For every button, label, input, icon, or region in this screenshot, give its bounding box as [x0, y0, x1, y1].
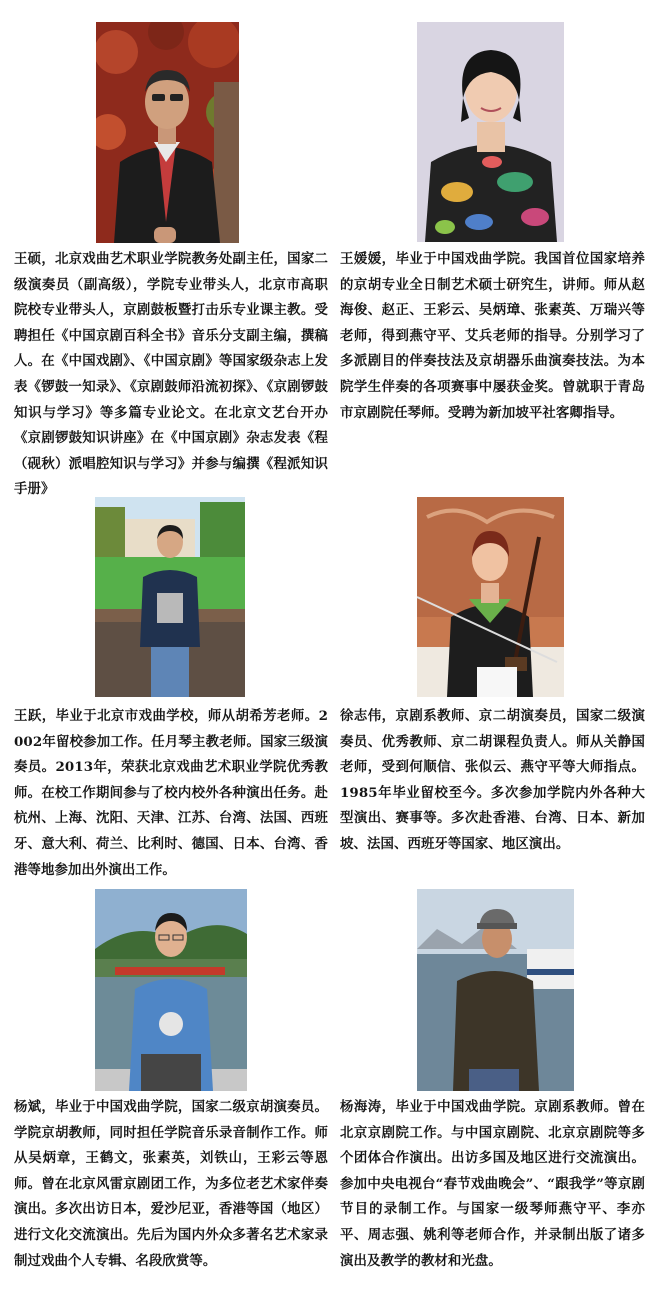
portrait-woman-bird-print-sweater-icon [417, 22, 564, 242]
profile-bio-6: 杨海涛，毕业于中国戏曲学院。京剧系教师。曾在北京京剧院工作。与中国京剧院、北京京剧院等多个团体合作演出。出访多国及地区进行交流演出。参加中央电视台“春节戏曲晚会”、“跟我学”等京剧节目的录制工作。与国家一级琴师燕守平、李亦平、周志强、姚利等老师合作，并录制出版了诸多演出及教学的教材和光盘。 [340, 1099, 645, 1269]
profile-photo-4 [417, 497, 564, 697]
profile-bio-1: 王硕，北京戏曲艺术职业学院教务处副主任，国家二级演奏员（副高级），学院专业带头人，北京市高职院校专业带头人，京剧鼓板暨打击乐专业课主教。受聘担任《中国京剧百科全书》音乐分支副主编，撰稿人。在《中国戏剧》、《中国京剧》等国家级杂志上发表《锣鼓一知录》、《京剧鼓师沿流初探》、《京剧锣鼓知识与学习》等多篇专业论文。在北京文艺台开办《京剧锣鼓知识讲座》在《中国京剧》杂志发表《程（砚秋）派唱腔知识与学习》并参与编撰《程派知识手册》 [14, 251, 328, 498]
profile-photo-3 [95, 497, 245, 697]
portrait-man-by-harbor-icon [417, 889, 574, 1091]
portrait-woman-playing-jinghu-icon [417, 497, 564, 697]
profile-photo-2 [417, 22, 564, 242]
portrait-man-on-lawn-icon [95, 497, 245, 697]
profile-photo-5 [95, 889, 247, 1091]
profile-photo-1 [96, 22, 239, 243]
profile-bio-2: 王媛媛，毕业于中国戏曲学院。我国首位国家培养的京胡专业全日制艺术硕士研究生，讲师。师从赵海俊、赵正、王彩云、吴炳璋、张素英、万瑞兴等老师，得到燕守平、艾兵老师的指导。分别学习了多派剧目的伴奏技法及京胡器乐曲演奏技法。为本院学生伴奏的各项赛事中屡获金奖。曾就职于青岛市京剧院任琴师。受聘为新加坡平社客卿指导。 [340, 251, 645, 421]
portrait-man-leather-jacket-icon [96, 22, 239, 243]
profile-photo-6 [417, 889, 574, 1091]
profile-bio-5: 杨斌，毕业于中国戏曲学院，国家二级京胡演奏员。学院京胡教师，同时担任学院音乐录音制作工作。师从吴炳章，王鹤文，张素英，刘铁山，王彩云等恩师。曾在北京风雷京剧团工作，为多位老艺术家伴奏演出。多次出访日本，爱沙尼亚，香港等国（地区）进行文化交流演出。先后为国内外众多著名艺术家录制过戏曲个人专辑、名段欣赏等。 [14, 1099, 328, 1269]
profile-bio-3: 王跃，毕业于北京市戏曲学校，师从胡希芳老师。2002年留校参加工作。任月琴主教老师。国家三级演奏员。2013年，荣获北京戏曲艺术职业学院优秀教师。在校工作期间参与了校内校外各种演出任务。赴杭州、上海、沈阳、天津、江苏、台湾、法国、西班牙、意大利、荷兰、比利时、德国、日本、台湾、香港等地参加出外演出工作。 [14, 708, 328, 878]
profile-bio-4: 徐志伟，京剧系教师、京二胡演奏员，国家二级演奏员、优秀教师、京二胡课程负责人。师从关静国老师，受到何顺信、张似云、燕守平等大师指点。1985年毕业留校至今。多次参加学院内外各种大型演出、赛事等。多次赴香港、台湾、日本、新加坡、法国、西班牙等国家、地区演出。 [340, 708, 645, 852]
portrait-man-by-lake-icon [95, 889, 247, 1091]
